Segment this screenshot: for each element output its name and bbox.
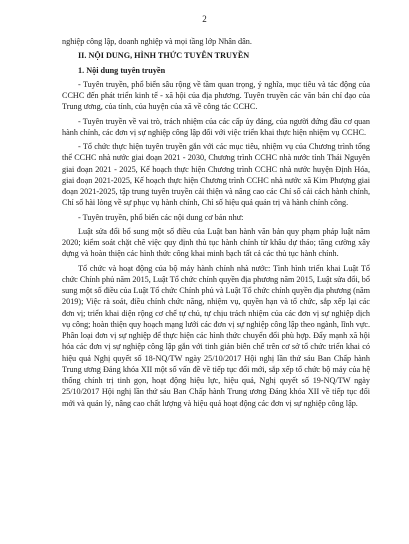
paragraph: - Tổ chức thực hiện tuyên truyền gắn với các mục tiêu, nhiệm vụ của Chương trình tổng thể CCHC nhà nước giai đoạn 2021 - 2030, Chương trình CCHC nhà nước tỉnh Thái Nguyên giai đoạn 2021 - 2025, Kế hoạch thực hiện Chương trình CCHC nhà nước huyện Định Hóa, giai đoạn 2021-2025, Kế hoạch thực hiện Chương trình CCHC nhà nước xã Kim Phượng giai đoạn 2021-2025, tập trung tuyên truyền cải thiện và nâng cao các Chỉ số cải cách hành chính, Chỉ số hài lòng về sự phục vụ hành chính, Chỉ số hiệu quả quản trị và hành chính công. (62, 142, 370, 208)
document-body (62, 36, 370, 412)
lead-in-text: nghiệp công lập, doanh nghiệp và mọi tầng lớp Nhân dân. (62, 37, 252, 46)
subsection-heading: 1. Nội dung tuyên truyền (78, 65, 166, 75)
paragraph: Luật sửa đổi bổ sung một số điều của Luật ban hành văn bản quy phạm pháp luật năm 2020; kiểm soát chặt chẽ việc quy định thủ tục hành chính từ khâu dự thảo; tăng cường xây dựng và hoàn thiện các hình thức công khai minh bạch tất cả các thủ tục hành chính. (62, 226, 370, 259)
paragraph: - Tuyên truyền, phổ biến các nội dung cơ bản như: (78, 212, 244, 222)
paragraph: - Tuyên truyền, phổ biến sâu rộng về tầm quan trọng, ý nghĩa, mục tiêu và tác động của CCHC đến phát triển kinh tế - xã hội của địa phương. Tuyên truyền các văn bản chỉ đạo của Trung ương, của tỉnh, của huyện của xã về công tác CCHC. (62, 79, 370, 112)
paragraph: Tổ chức và hoạt động của bộ máy hành chính nhà nước: Tình hình triển khai Luật Tổ chức Chính phủ năm 2015, Luật Tổ chức chính quyền địa phương năm 2015, Luật sửa đổi, bổ sung một số điều của Luật Tổ chức Chính phủ và Luật Tổ chức chính quyền địa phương (năm 2019); Việc rà soát, điều chỉnh chức năng, nhiệm vụ, quyền hạn và tổ chức, sắp xếp lại các đơn vị; triển khai diện rộng cơ chế tự chủ, tự chịu trách nhiệm của các đơn vị sự nghiệp dịch vụ công; hoàn thiện quy hoạch mạng lưới các đơn vị sự nghiệp công lập theo ngành, lĩnh vực. Phân loại đơn vị sự nghiệp để thực hiện các hình thức chuyển đổi phù hợp. Đẩy mạnh xã hội hóa các đơn vị sự nghiệp công lập gắn với tinh giản biên chế trên cơ sở tổ chức triển khai có hiệu quả Nghị quyết số 18-NQ/TW ngày 25/10/2017 Hội nghị lần thứ sáu Ban Chấp hành Trung ương Đảng khóa XII một số vấn đề về tiếp tục đổi mới, sắp xếp tổ chức bộ máy của hệ thống chính trị tinh gọn, hoạt động hiệu lực, hiệu quả, Nghị quyết số 19-NQ/TW ngày 25/10/2017 Hội nghị lần thứ sáu Ban Chấp hành Trung ương Đảng khóa XII về tiếp tục đổi mới và quản lý, nâng cao chất lượng và hiệu quả hoạt động các đơn vị sự nghiệp công lập. (62, 263, 370, 408)
paragraph: - Tuyên truyền về vai trò, trách nhiệm của các cấp ủy đảng, của người đứng đầu cơ quan hành chính, các đơn vị sự nghiệp công lập đối với việc triển khai thực hiện nhiệm vụ CCHC. (62, 116, 370, 137)
section-heading: II. NỘI DUNG, HÌNH THỨC TUYÊN TRUYỀN (78, 51, 250, 61)
page-number: 2 (202, 14, 207, 24)
